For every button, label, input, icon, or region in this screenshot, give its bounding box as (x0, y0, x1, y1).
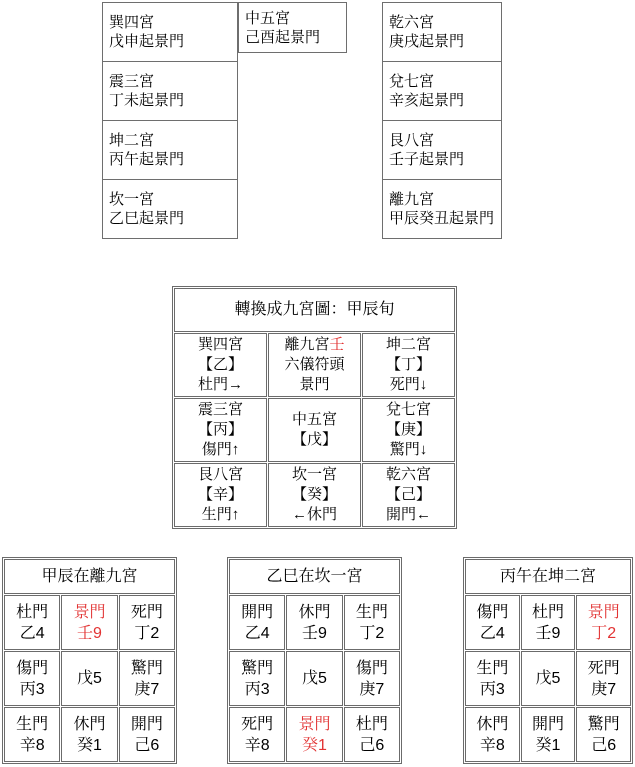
palace-gate-arrow: 驚門↓ (389, 441, 428, 458)
palace-stem: 【乙】 (197, 356, 243, 373)
gate-cell: 休門 癸1 (61, 707, 117, 762)
jiazi-table-bingwu (463, 557, 633, 764)
palace-start-gate: 甲辰癸丑起景門 (389, 210, 495, 227)
palace-name: 中五宮 (291, 411, 337, 428)
start-gate-center-table (238, 2, 347, 53)
palace-name: 坎一宮 (109, 191, 155, 208)
gate-cell: 開門 癸1 (521, 707, 576, 762)
palace-gate-arrow: ←休門 (291, 506, 337, 523)
palace-stem: 【癸】 (291, 486, 337, 503)
palace-name: 乾六宮 (389, 14, 435, 31)
palace-name: 巽四宮 (197, 336, 243, 353)
gate-cell: 驚門 丙3 (229, 651, 285, 706)
nine-palace-cell (362, 398, 455, 462)
palace-name: 乾六宮 (385, 466, 431, 483)
palace-start-gate: 己酉起景門 (245, 28, 321, 46)
nine-palace-cell (362, 333, 455, 397)
gate-cell: 休門 壬9 (286, 595, 342, 650)
palace-gate: 景門 (299, 376, 330, 393)
palace-start-gate: 乙巳起景門 (109, 210, 185, 227)
nine-palace-grid-table (172, 286, 457, 529)
palace-gate-arrow: 傷門↑ (201, 441, 240, 458)
palace-start-cell (383, 3, 502, 62)
start-gate-left-column-table (102, 2, 238, 239)
palace-start-cell (103, 62, 238, 121)
gate-cell: 開門 己6 (119, 707, 175, 762)
center-stem-cell: 戊5 (286, 651, 342, 706)
palace-name: 震三宮 (197, 401, 243, 418)
palace-start-gate: 庚戌起景門 (389, 33, 465, 50)
palace-name: 艮八宮 (197, 466, 243, 483)
nine-palace-cell-leader (268, 333, 361, 397)
palace-name-with-stem: 離九宮壬 (284, 336, 345, 353)
palace-name: 巽四宮 (109, 14, 155, 31)
palace-stem: 【丙】 (197, 421, 243, 438)
palace-start-cell (383, 180, 502, 239)
palace-gate-arrow: 開門← (385, 506, 431, 523)
nine-palace-cell (174, 333, 267, 397)
nine-palace-cell (174, 398, 267, 462)
palace-start-cell (103, 121, 238, 180)
palace-start-gate: 壬子起景門 (389, 151, 465, 168)
nine-palace-cell (362, 463, 455, 527)
jiazi-table-jiachen (2, 557, 177, 764)
palace-name: 離九宮 (389, 191, 435, 208)
palace-stem: 【辛】 (197, 486, 243, 503)
palace-gate-arrow: 死門↓ (389, 376, 428, 393)
palace-name: 兌七宮 (389, 73, 435, 90)
gate-cell: 傷門 庚7 (344, 651, 400, 706)
jiazi-table-title: 甲辰在離九宮 (4, 559, 175, 594)
gate-cell: 杜門 壬9 (521, 595, 576, 650)
center-stem-cell: 戊5 (521, 651, 576, 706)
gate-cell: 杜門 己6 (344, 707, 400, 762)
gate-cell: 生門 丁2 (344, 595, 400, 650)
palace-start-cell (103, 3, 238, 62)
gate-cell: 死門 丁2 (119, 595, 175, 650)
jiazi-table-yisi (227, 557, 402, 764)
gate-cell: 傷門 丙3 (4, 651, 60, 706)
gate-cell-highlight: 景門 癸1 (286, 707, 342, 762)
palace-stem: 【丁】 (385, 356, 431, 373)
gate-cell: 杜門 乙4 (4, 595, 60, 650)
palace-note: 六儀符頭 (284, 356, 345, 373)
gate-cell-highlight: 景門 丁2 (576, 595, 631, 650)
nine-palace-cell-center (268, 398, 361, 462)
gate-cell: 休門 辛8 (465, 707, 520, 762)
palace-start-cell (103, 180, 238, 239)
gate-cell: 生門 丙3 (465, 651, 520, 706)
start-gate-right-column-table (382, 2, 502, 239)
palace-name: 中五宮 (245, 9, 291, 27)
leading-stem-red: 壬 (329, 336, 345, 353)
palace-start-gate: 戊申起景門 (109, 33, 185, 50)
nine-palace-cell (174, 463, 267, 527)
nine-palace-cell (268, 463, 361, 527)
gate-cell: 驚門 庚7 (119, 651, 175, 706)
palace-name: 坎一宮 (291, 466, 337, 483)
palace-start-cell (383, 62, 502, 121)
gate-cell-highlight: 景門 壬9 (61, 595, 117, 650)
palace-name: 震三宮 (109, 73, 155, 90)
gate-cell: 死門 庚7 (576, 651, 631, 706)
palace-start-cell (383, 121, 502, 180)
palace-start-gate: 丙午起景門 (109, 151, 185, 168)
palace-gate-arrow: 杜門→ (197, 376, 243, 393)
palace-name: 坤二宮 (109, 132, 155, 149)
palace-start-gate: 丁未起景門 (109, 92, 185, 109)
gate-cell: 死門 辛8 (229, 707, 285, 762)
gate-cell: 傷門 乙4 (465, 595, 520, 650)
palace-name: 艮八宮 (389, 132, 435, 149)
jiazi-table-title: 丙午在坤二宮 (465, 559, 631, 594)
palace-stem: 【戊】 (291, 431, 337, 448)
palace-start-cell (239, 3, 347, 53)
palace-start-gate: 辛亥起景門 (389, 92, 465, 109)
nine-palace-grid-title: 轉換成九宮圖：甲辰旬 (174, 288, 455, 332)
palace-stem: 【庚】 (385, 421, 431, 438)
gate-cell: 驚門 己6 (576, 707, 631, 762)
palace-name: 坤二宮 (385, 336, 431, 353)
gate-cell: 開門 乙4 (229, 595, 285, 650)
palace-name: 兌七宮 (385, 401, 431, 418)
jiazi-table-title: 乙巳在坎一宮 (229, 559, 400, 594)
palace-gate-arrow: 生門↑ (201, 506, 240, 523)
center-stem-cell: 戊5 (61, 651, 117, 706)
palace-stem: 【己】 (385, 486, 431, 503)
gate-cell: 生門 辛8 (4, 707, 60, 762)
